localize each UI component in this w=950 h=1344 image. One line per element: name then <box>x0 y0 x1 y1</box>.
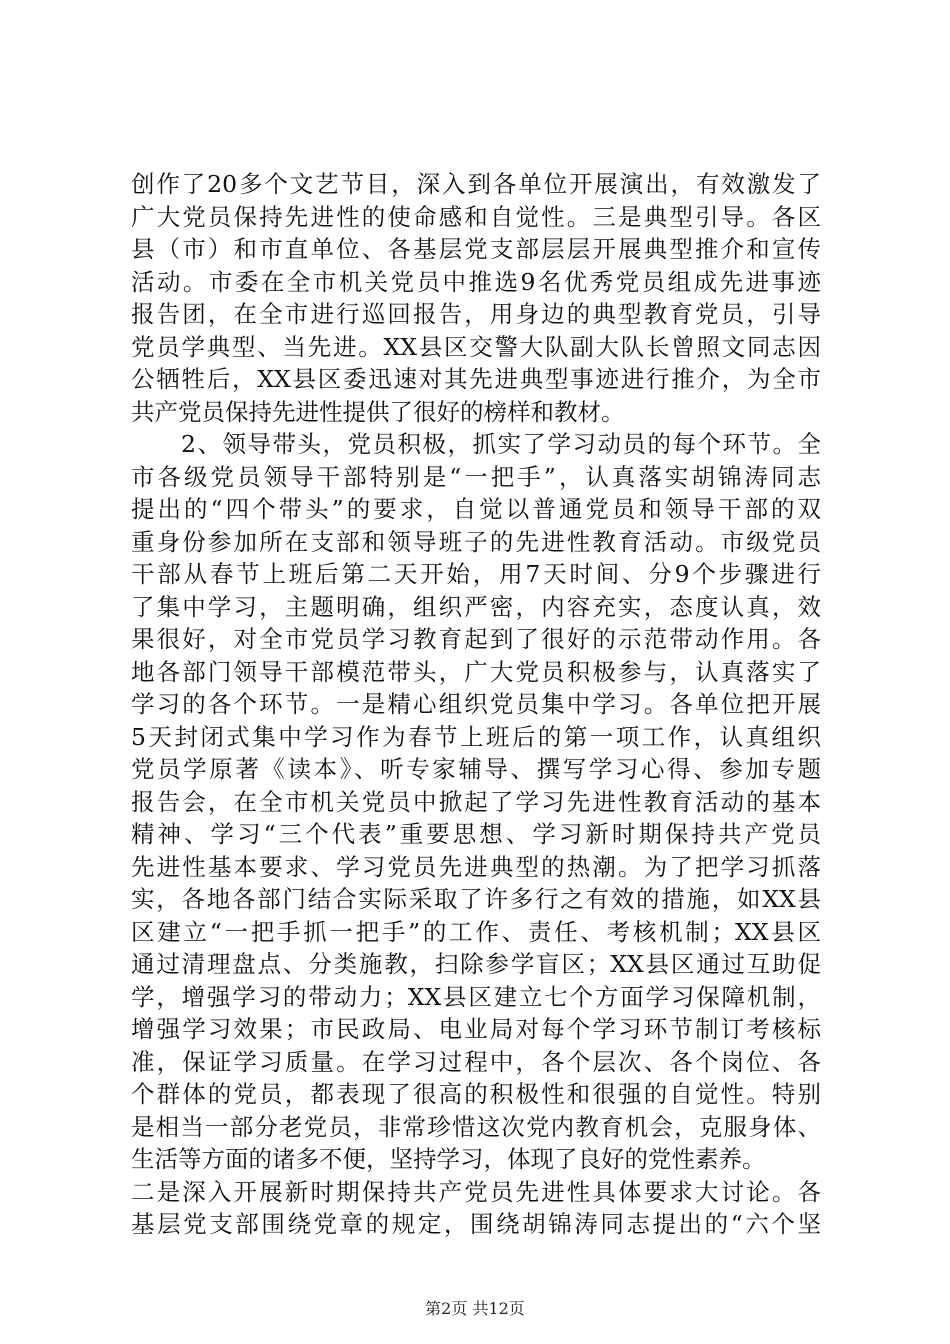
text-line: 实，各地各部门结合实际采取了许多行之有效的措施，如XX县 <box>131 885 821 913</box>
text-line: 2、领导带头，党员积极，抓实了学习动员的每个环节。全 <box>131 430 821 458</box>
text-line: 先进性基本要求、学习党员先进典型的热潮。为了把学习抓落 <box>131 852 821 881</box>
text-line: 县（市）和市直单位、各基层党支部层层开展典型推介和宣传 <box>131 235 821 263</box>
document-body <box>131 168 821 1241</box>
text-line: 增强学习效果；市民政局、电业局对每个学习环节制订考核标 <box>131 1015 821 1043</box>
text-line: 区建立“一把手抓一把手”的工作、责任、考核机制；XX县区 <box>131 917 821 946</box>
text-line: 学，增强学习的带动力；XX县区建立七个方面学习保障机制， <box>131 982 821 1011</box>
text-line: 5天封闭式集中学习作为春节上班后的第一项工作，认真组织 <box>131 722 821 751</box>
text-line: 活动。市委在全市机关党员中推选9名优秀党员组成先进事迹 <box>131 267 821 296</box>
text-line: 市各级党员领导干部特别是“一把手”，认真落实胡锦涛同志 <box>131 462 821 491</box>
text-line: 二是深入开展新时期保持共产党员先进性具体要求大讨论。各 <box>131 1177 821 1206</box>
text-line: 报告团，在全市进行巡回报告，用身边的典型教育党员，引导 <box>131 300 821 328</box>
text-line: 提出的“四个带头”的要求，自觉以普通党员和领导干部的双 <box>131 495 821 523</box>
text-line: 创作了20多个文艺节目，深入到各单位开展演出，有效激发了 <box>131 170 821 198</box>
text-line: 地各部门领导干部模范带头，广大党员积极参与，认真落实了 <box>131 657 821 686</box>
text-line: 生活等方面的诸多不便，坚持学习，体现了良好的党性素养。 <box>131 1145 766 1173</box>
text-line: 个群体的党员，都表现了很高的积极性和很强的自觉性。特别 <box>131 1080 821 1108</box>
text-line: 基层党支部围绕党章的规定，围绕胡锦涛同志提出的“六个坚 <box>131 1210 821 1238</box>
text-line: 党员学典型、当先进。XX县区交警大队副大队长曾照文同志因 <box>131 332 821 361</box>
text-line: 党员学原著《读本》、听专家辅导、撰写学习心得、参加专题 <box>131 755 821 783</box>
text-line: 果很好，对全市党员学习教育起到了很好的示范带动作用。各 <box>131 625 821 653</box>
page-number-footer: 第2页 共12页 <box>425 1299 525 1318</box>
text-line: 学习的各个环节。一是精心组织党员集中学习。各单位把开展 <box>131 690 821 718</box>
text-line: 了集中学习，主题明确，组织严密，内容充实，态度认真，效 <box>131 592 821 621</box>
text-line: 准，保证学习质量。在学习过程中，各个层次、各个岗位、各 <box>131 1047 821 1076</box>
text-line: 通过清理盘点、分类施教，扫除参学盲区；XX县区通过互助促 <box>131 950 821 978</box>
text-line: 精神、学习“三个代表”重要思想、学习新时期保持共产党员 <box>131 820 821 848</box>
text-line: 广大党员保持先进性的使命感和自觉性。三是典型引导。各区 <box>131 202 821 231</box>
text-line: 报告会，在全市机关党员中掀起了学习先进性教育活动的基本 <box>131 787 821 816</box>
text-line: 干部从春节上班后第二天开始，用7天时间、分9个步骤进行 <box>131 560 821 588</box>
text-line: 重身份参加所在支部和领导班子的先进性教育活动。市级党员 <box>131 527 821 556</box>
text-line: 共产党员保持先进性提供了很好的榜样和教材。 <box>131 397 625 426</box>
text-line: 公牺牲后，XX县区委迅速对其先进典型事迹进行推介，为全市 <box>131 365 821 393</box>
text-line: 是相当一部分老党员，非常珍惜这次党内教育机会，克服身体、 <box>131 1112 821 1141</box>
